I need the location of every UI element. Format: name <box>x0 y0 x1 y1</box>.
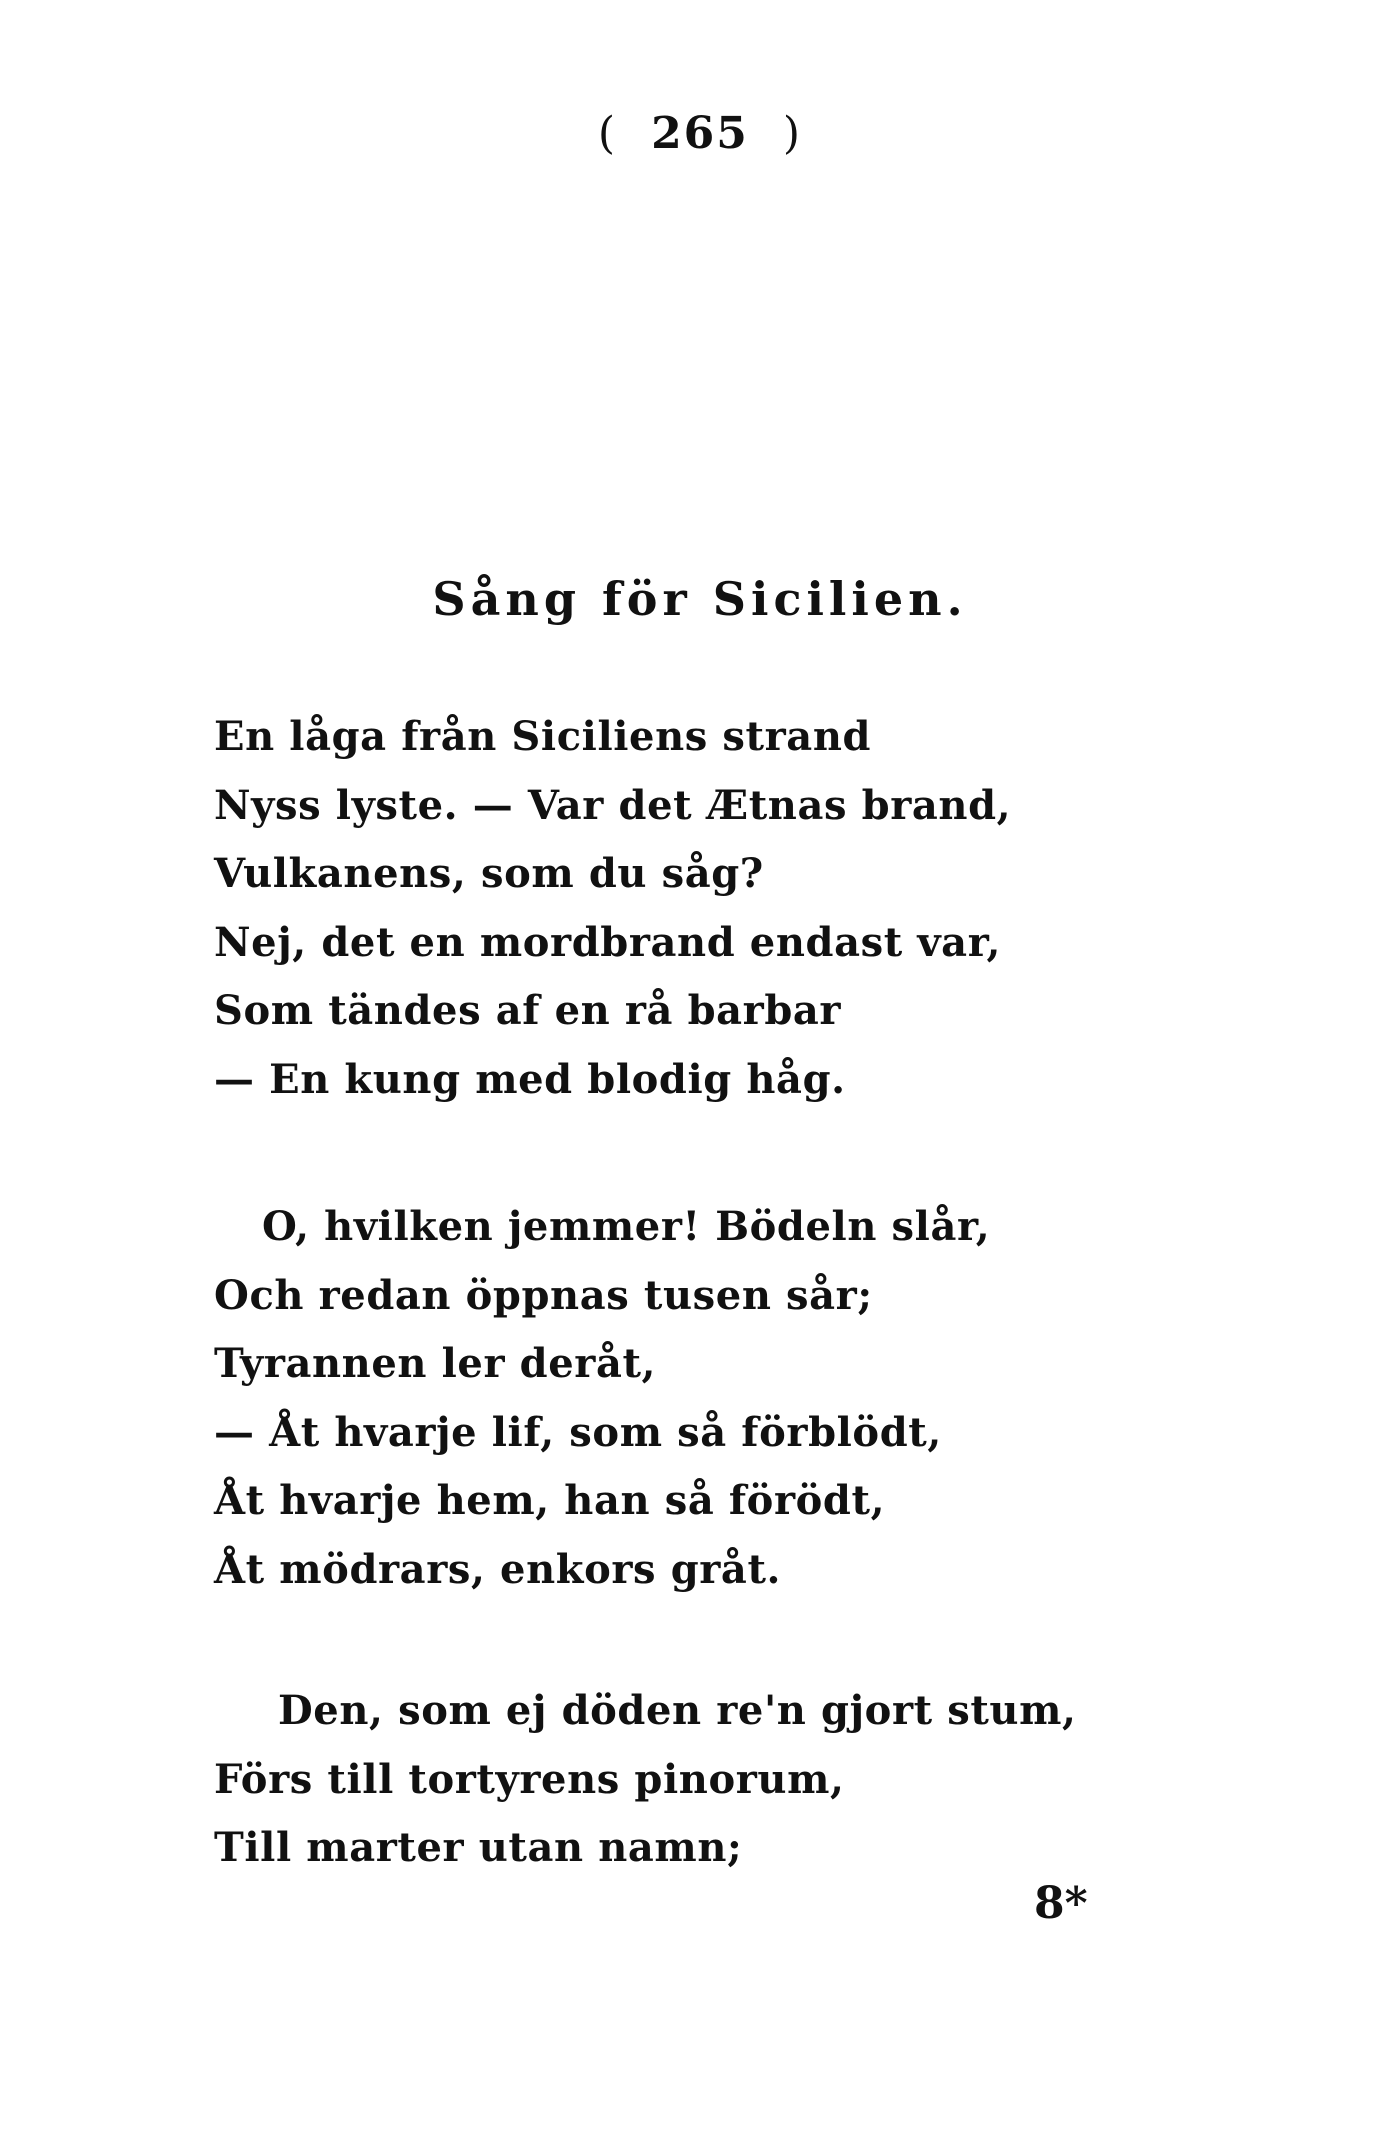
poem-line: Tyrannen ler deråt, <box>214 1340 657 1387</box>
poem-line: — Åt hvarje lif, som så förblödt, <box>214 1408 942 1456</box>
poem-line: — En kung med blodig håg. <box>214 1055 846 1103</box>
poem-line: Som tändes af en rå barbar <box>214 987 842 1034</box>
poem-line: Nyss lyste. — Var det Ætnas brand, <box>214 781 1012 829</box>
signature-mark: 8* <box>1034 1878 1088 1929</box>
poem-line: Förs till tortyrens pinorum, <box>214 1755 845 1803</box>
stanza-3 <box>214 1677 1077 1883</box>
poem-line: En låga från Siciliens strand <box>214 713 872 760</box>
stanza-1 <box>214 703 1011 1114</box>
poem-line: Vulkanens, som du såg? <box>214 850 764 897</box>
page-number: ( 265 ) <box>597 108 803 159</box>
poem-line: Nej, det en mordbrand endast var, <box>214 918 1001 966</box>
page-number-value: 265 <box>651 108 749 159</box>
poem-title: Sång för Sicilien. <box>432 572 968 626</box>
poem-line: Och redan öppnas tusen sår; <box>214 1271 873 1319</box>
stanza-2 <box>214 1193 990 1604</box>
poem-line: Åt hvarje hem, han så förödt, <box>214 1477 886 1524</box>
poem-line: Till marter utan namn; <box>214 1824 743 1871</box>
poem-line: Åt mödrars, enkors gråt. <box>214 1545 782 1593</box>
poem-line: Den, som ej döden re'n gjort stum, <box>278 1687 1077 1734</box>
poem-line: O, hvilken jemmer! Bödeln slår, <box>262 1203 991 1250</box>
